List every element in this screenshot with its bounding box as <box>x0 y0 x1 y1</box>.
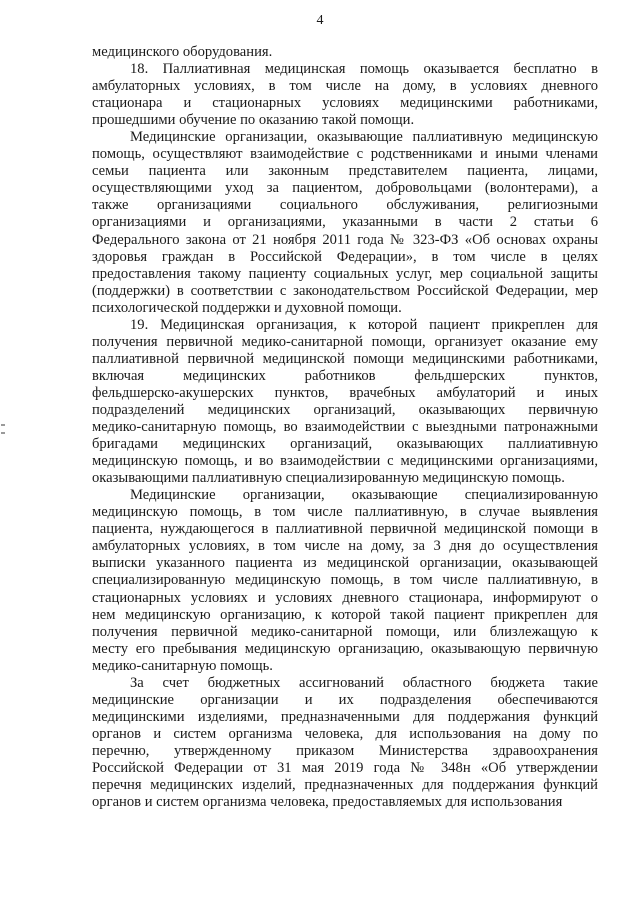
text-line: нем медицинскую организацию, к которой такой пациент прикреплен для <box>92 606 598 623</box>
text-line: медицинскую помощь, и во взаимодействии с медицинскими организациями, <box>92 453 598 470</box>
text-line: паллиативной первичной медицинской помощи медицинскими работниками, <box>92 350 598 367</box>
text-line: органов и систем организма человека, предоставляемых для использования <box>92 794 563 811</box>
text-line: фельдшерско-акушерских пунктов, врачебных амбулаторий и иных <box>92 384 598 401</box>
text-line: (поддержки) в соответствии с законодательством Российской Федерации, мер <box>92 282 598 299</box>
text-line: оказывающими паллиативную специализированную медицинскую помощь. <box>92 470 565 487</box>
text-line: Российской Федерации от 31 мая 2019 года № 348н «Об утверждении <box>92 759 598 776</box>
text-line: прошедшими обучение по оказанию такой помощи. <box>92 112 415 129</box>
text-line: перечня медицинских изделий, предназначенных для поддержания функций <box>92 777 598 794</box>
text-line: месту его пребывания медицинскую организацию, оказывающую первичную <box>92 640 598 657</box>
text-line: осуществляющими уход за пациентом, добровольцами (волонтерами), а <box>92 180 598 197</box>
text-line: перечню, утвержденному приказом Министерства здравоохранения <box>92 742 598 759</box>
scan-artifact-mark <box>1 424 5 426</box>
text-line: Медицинские организации, оказывающие специализированную <box>130 487 598 504</box>
paragraph-item-18-para-2 <box>92 129 598 317</box>
text-line: медицинскими изделиями, предназначенными для поддержания функций <box>92 708 598 725</box>
text-line: стационарных условиях и условиях дневного стационара, информируют о <box>92 589 598 606</box>
text-line: бригадами медицинских организаций, оказывающих паллиативную <box>92 436 598 453</box>
scan-artifact-mark <box>1 432 5 434</box>
text-line: 19. Медицинская организация, к которой пациент прикреплен для <box>130 316 598 333</box>
text-line: получения первичной медико-санитарной помощи, или близлежащую к <box>92 623 598 640</box>
text-line: специализированную медицинскую помощь, в том числе паллиативную, в <box>92 572 598 589</box>
paragraph-item-19 <box>92 317 598 487</box>
text-line: помощь, осуществляют взаимодействие с родственниками и иными членами <box>92 146 598 163</box>
paragraph-item-19-para-3 <box>92 675 598 811</box>
text-line: Медицинские организации, оказывающие паллиативную медицинскую <box>130 129 598 146</box>
text-line: также организациями социального обслуживания, религиозными <box>92 197 598 214</box>
text-line: амбулаторных условиях, в том числе на дому, в условиях дневного <box>92 78 598 95</box>
text-line: медицинские организации и их подразделения обеспечиваются <box>92 691 598 708</box>
text-line: организациями и организациями, указанными в части 2 статьи 6 <box>92 214 598 231</box>
text-line: предоставления такому пациенту социальных услуг, мер социальной защиты <box>92 265 598 282</box>
text-line: 18. Паллиативная медицинская помощь оказывается бесплатно в <box>130 61 598 78</box>
text-line: амбулаторных условиях, в том числе на дому, за 3 дня до осуществления <box>92 538 598 555</box>
text-line: включая медицинских работников фельдшерских пунктов, <box>92 367 598 384</box>
text-line: получения первичной медико-санитарной помощи, организует оказание ему <box>92 333 598 350</box>
text-line: пациента, нуждающегося в паллиативной первичной медицинской помощи в <box>92 521 598 538</box>
text-line: медицинскую помощь, в том числе паллиативную, в случае выявления <box>92 504 598 521</box>
paragraph-item-19-para-2 <box>92 487 598 675</box>
text-line: подразделений медицинских организаций, оказывающих первичную <box>92 401 598 418</box>
paragraph-item-18 <box>92 61 598 129</box>
text-line: психологической поддержки и духовной помощи. <box>92 299 402 316</box>
text-line: медико-санитарную помощь. <box>92 657 273 674</box>
text-line: стационара и стационарных условиях медицинскими работниками, <box>92 95 598 112</box>
document-body <box>92 44 598 811</box>
page-number: 4 <box>316 13 324 28</box>
text-line: медико-санитарную помощь, во взаимодействии с выездными патронажными <box>92 419 598 436</box>
paragraph-continuation <box>92 44 598 61</box>
text-line: органов и систем организма человека, для использования на дому по <box>92 725 598 742</box>
text-line: За счет бюджетных ассигнований областного бюджета такие <box>130 674 598 691</box>
text-line: выписки указанного пациента из медицинской организации, оказывающей <box>92 555 598 572</box>
text-line: семьи пациента или законным представителем пациента, лицами, <box>92 163 598 180</box>
text-line: Федерального закона от 21 ноября 2011 года № 323-ФЗ «Об основах охраны <box>92 231 598 248</box>
text-line: медицинского оборудования. <box>92 44 273 60</box>
text-line: здоровья граждан в Российской Федерации», в том числе в целях <box>92 248 598 265</box>
